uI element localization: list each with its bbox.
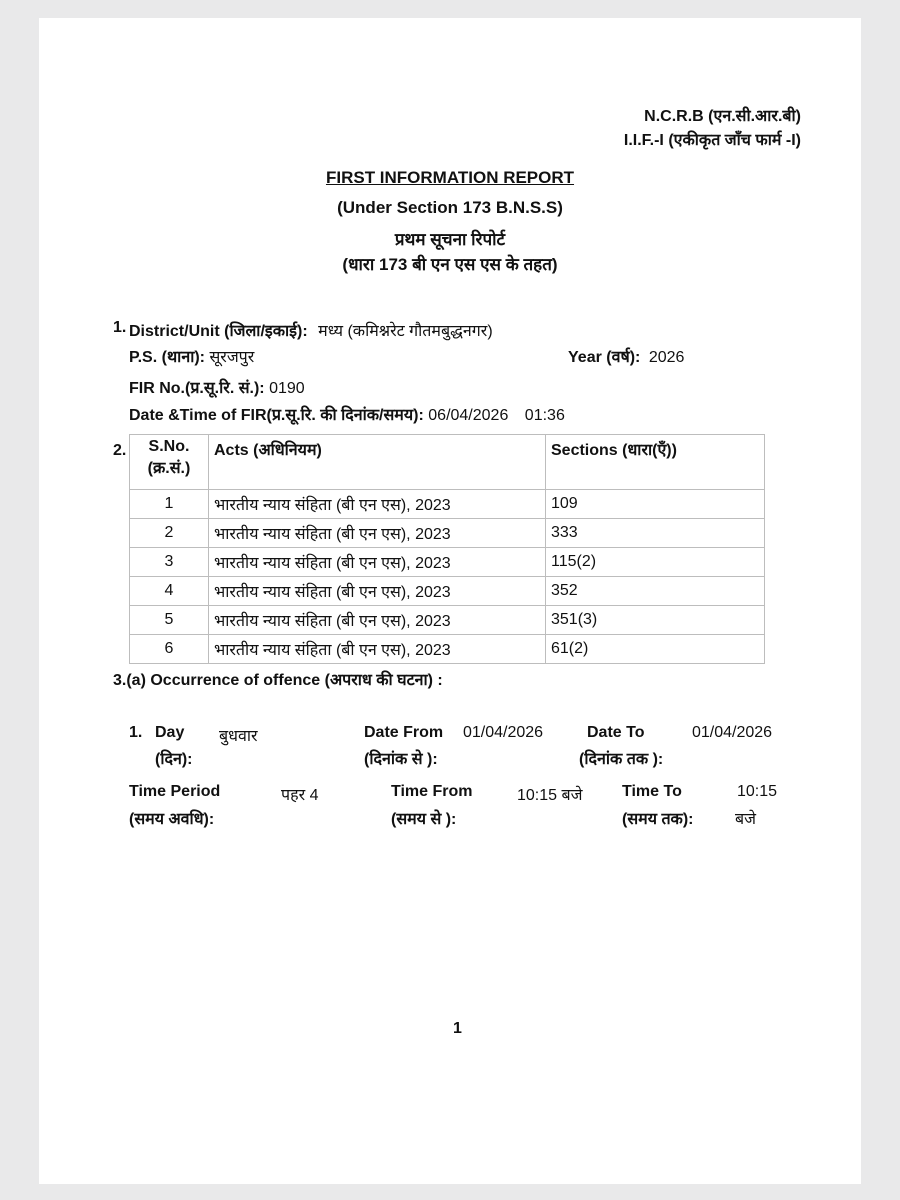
fir-datetime-label: Date &Time of FIR(प्र.सू.रि. की दिनांक/समय): — [129, 407, 424, 424]
section-cell: 115(2) — [546, 548, 765, 577]
day-label-hi: (दिन): — [155, 751, 193, 768]
section-cell: 61(2) — [546, 635, 765, 664]
year-label: Year (वर्ष): — [568, 349, 641, 366]
time-to-unit: बजे — [735, 811, 757, 828]
table-row — [130, 635, 765, 664]
date-from-label-hi: (दिनांक से ): — [364, 751, 438, 768]
sno-header-en: S.No. — [148, 438, 190, 455]
fir-time-value: 01:36 — [524, 407, 565, 424]
time-period-label: Time Period — [129, 783, 221, 800]
district-value: मध्य (कमिश्नरेट गौतमबुद्धनगर) — [318, 323, 493, 340]
time-from-value: 10:15 बजे — [517, 787, 583, 804]
act-cell: भारतीय न्याय संहिता (बी एन एस), 2023 — [209, 519, 546, 548]
report-title-text: FIRST INFORMATION REPORT — [325, 168, 575, 187]
date-to-label-hi: (दिनांक तक ): — [579, 751, 664, 768]
report-section-hindi: (धारा 173 बी एन एस एस के तहत) — [342, 255, 558, 274]
section-cell: 351(3) — [546, 606, 765, 635]
table-row — [130, 519, 765, 548]
time-period-value: पहर 4 — [281, 787, 319, 804]
sno-cell: 1 — [130, 490, 209, 519]
fir-label: FIR No.(प्र.सू.रि. सं.): — [129, 380, 265, 397]
occurrence-item-number: 1. — [129, 724, 143, 741]
occurrence-heading: 3.(a) Occurrence of offence (अपराध की घटना) : — [113, 672, 443, 689]
sno-cell: 2 — [130, 519, 209, 548]
report-section: (Under Section 173 B.N.S.S) — [337, 198, 563, 217]
ps-value: सूरजपुर — [209, 349, 255, 366]
time-to-label: Time To — [622, 783, 682, 800]
ps-label: P.S. (थाना): — [129, 349, 205, 366]
section-cell: 352 — [546, 577, 765, 606]
date-from-value: 01/04/2026 — [463, 724, 544, 741]
acts-header: Acts (अधिनियम) — [209, 435, 546, 490]
date-from-label: Date From — [364, 724, 444, 741]
part1-number: 1. — [113, 319, 127, 336]
date-to-value: 01/04/2026 — [692, 724, 773, 741]
sno-cell: 4 — [130, 577, 209, 606]
act-cell: भारतीय न्याय संहिता (बी एन एस), 2023 — [209, 548, 546, 577]
act-cell: भारतीय न्याय संहिता (बी एन एस), 2023 — [209, 577, 546, 606]
time-to-value: 10:15 — [737, 783, 778, 800]
fir-value: 0190 — [269, 380, 305, 397]
time-from-label: Time From — [391, 783, 473, 800]
sno-cell: 3 — [130, 548, 209, 577]
table-row — [130, 606, 765, 635]
district-row — [129, 319, 493, 341]
year-row — [568, 345, 684, 367]
sno-header-hi: (क्र.सं.) — [147, 460, 191, 477]
day-label: Day — [155, 724, 185, 741]
acts-sections-table — [129, 434, 765, 664]
act-cell: भारतीय न्याय संहिता (बी एन एस), 2023 — [209, 490, 546, 519]
table-row — [130, 490, 765, 519]
section-cell: 109 — [546, 490, 765, 519]
ps-row — [129, 345, 254, 367]
table-row — [130, 577, 765, 606]
fir-date-value: 06/04/2026 — [428, 407, 509, 424]
section-cell: 333 — [546, 519, 765, 548]
table-row — [130, 548, 765, 577]
sections-header: Sections (धारा(एँ)) — [546, 435, 765, 490]
act-cell: भारतीय न्याय संहिता (बी एन एस), 2023 — [209, 606, 546, 635]
date-to-label: Date To — [587, 724, 645, 741]
time-to-label-hi: (समय तक): — [622, 811, 694, 828]
act-cell: भारतीय न्याय संहिता (बी एन एस), 2023 — [209, 635, 546, 664]
sno-cell: 5 — [130, 606, 209, 635]
report-title — [39, 168, 861, 188]
ncrb-header: N.C.R.B (एन.सी.आर.बी) — [644, 108, 801, 125]
document-page — [39, 18, 861, 1184]
fir-datetime-row — [129, 403, 565, 425]
iif-header: I.I.F.-I (एकीकृत जाँच फार्म -I) — [623, 132, 801, 149]
year-value: 2026 — [648, 349, 685, 366]
sno-cell: 6 — [130, 635, 209, 664]
part2-number: 2. — [113, 442, 127, 459]
fir-row — [129, 376, 305, 398]
table-header-row — [130, 435, 765, 490]
time-from-label-hi: (समय से ): — [391, 811, 457, 828]
district-label: District/Unit (जिला/इकाई): — [129, 323, 308, 340]
day-value: बुधवार — [219, 728, 258, 745]
report-title-hindi: प्रथम सूचना रिपोर्ट — [394, 230, 506, 249]
page-number: 1 — [453, 1020, 462, 1037]
sno-header — [130, 435, 209, 490]
time-period-label-hi: (समय अवधि): — [129, 811, 215, 828]
